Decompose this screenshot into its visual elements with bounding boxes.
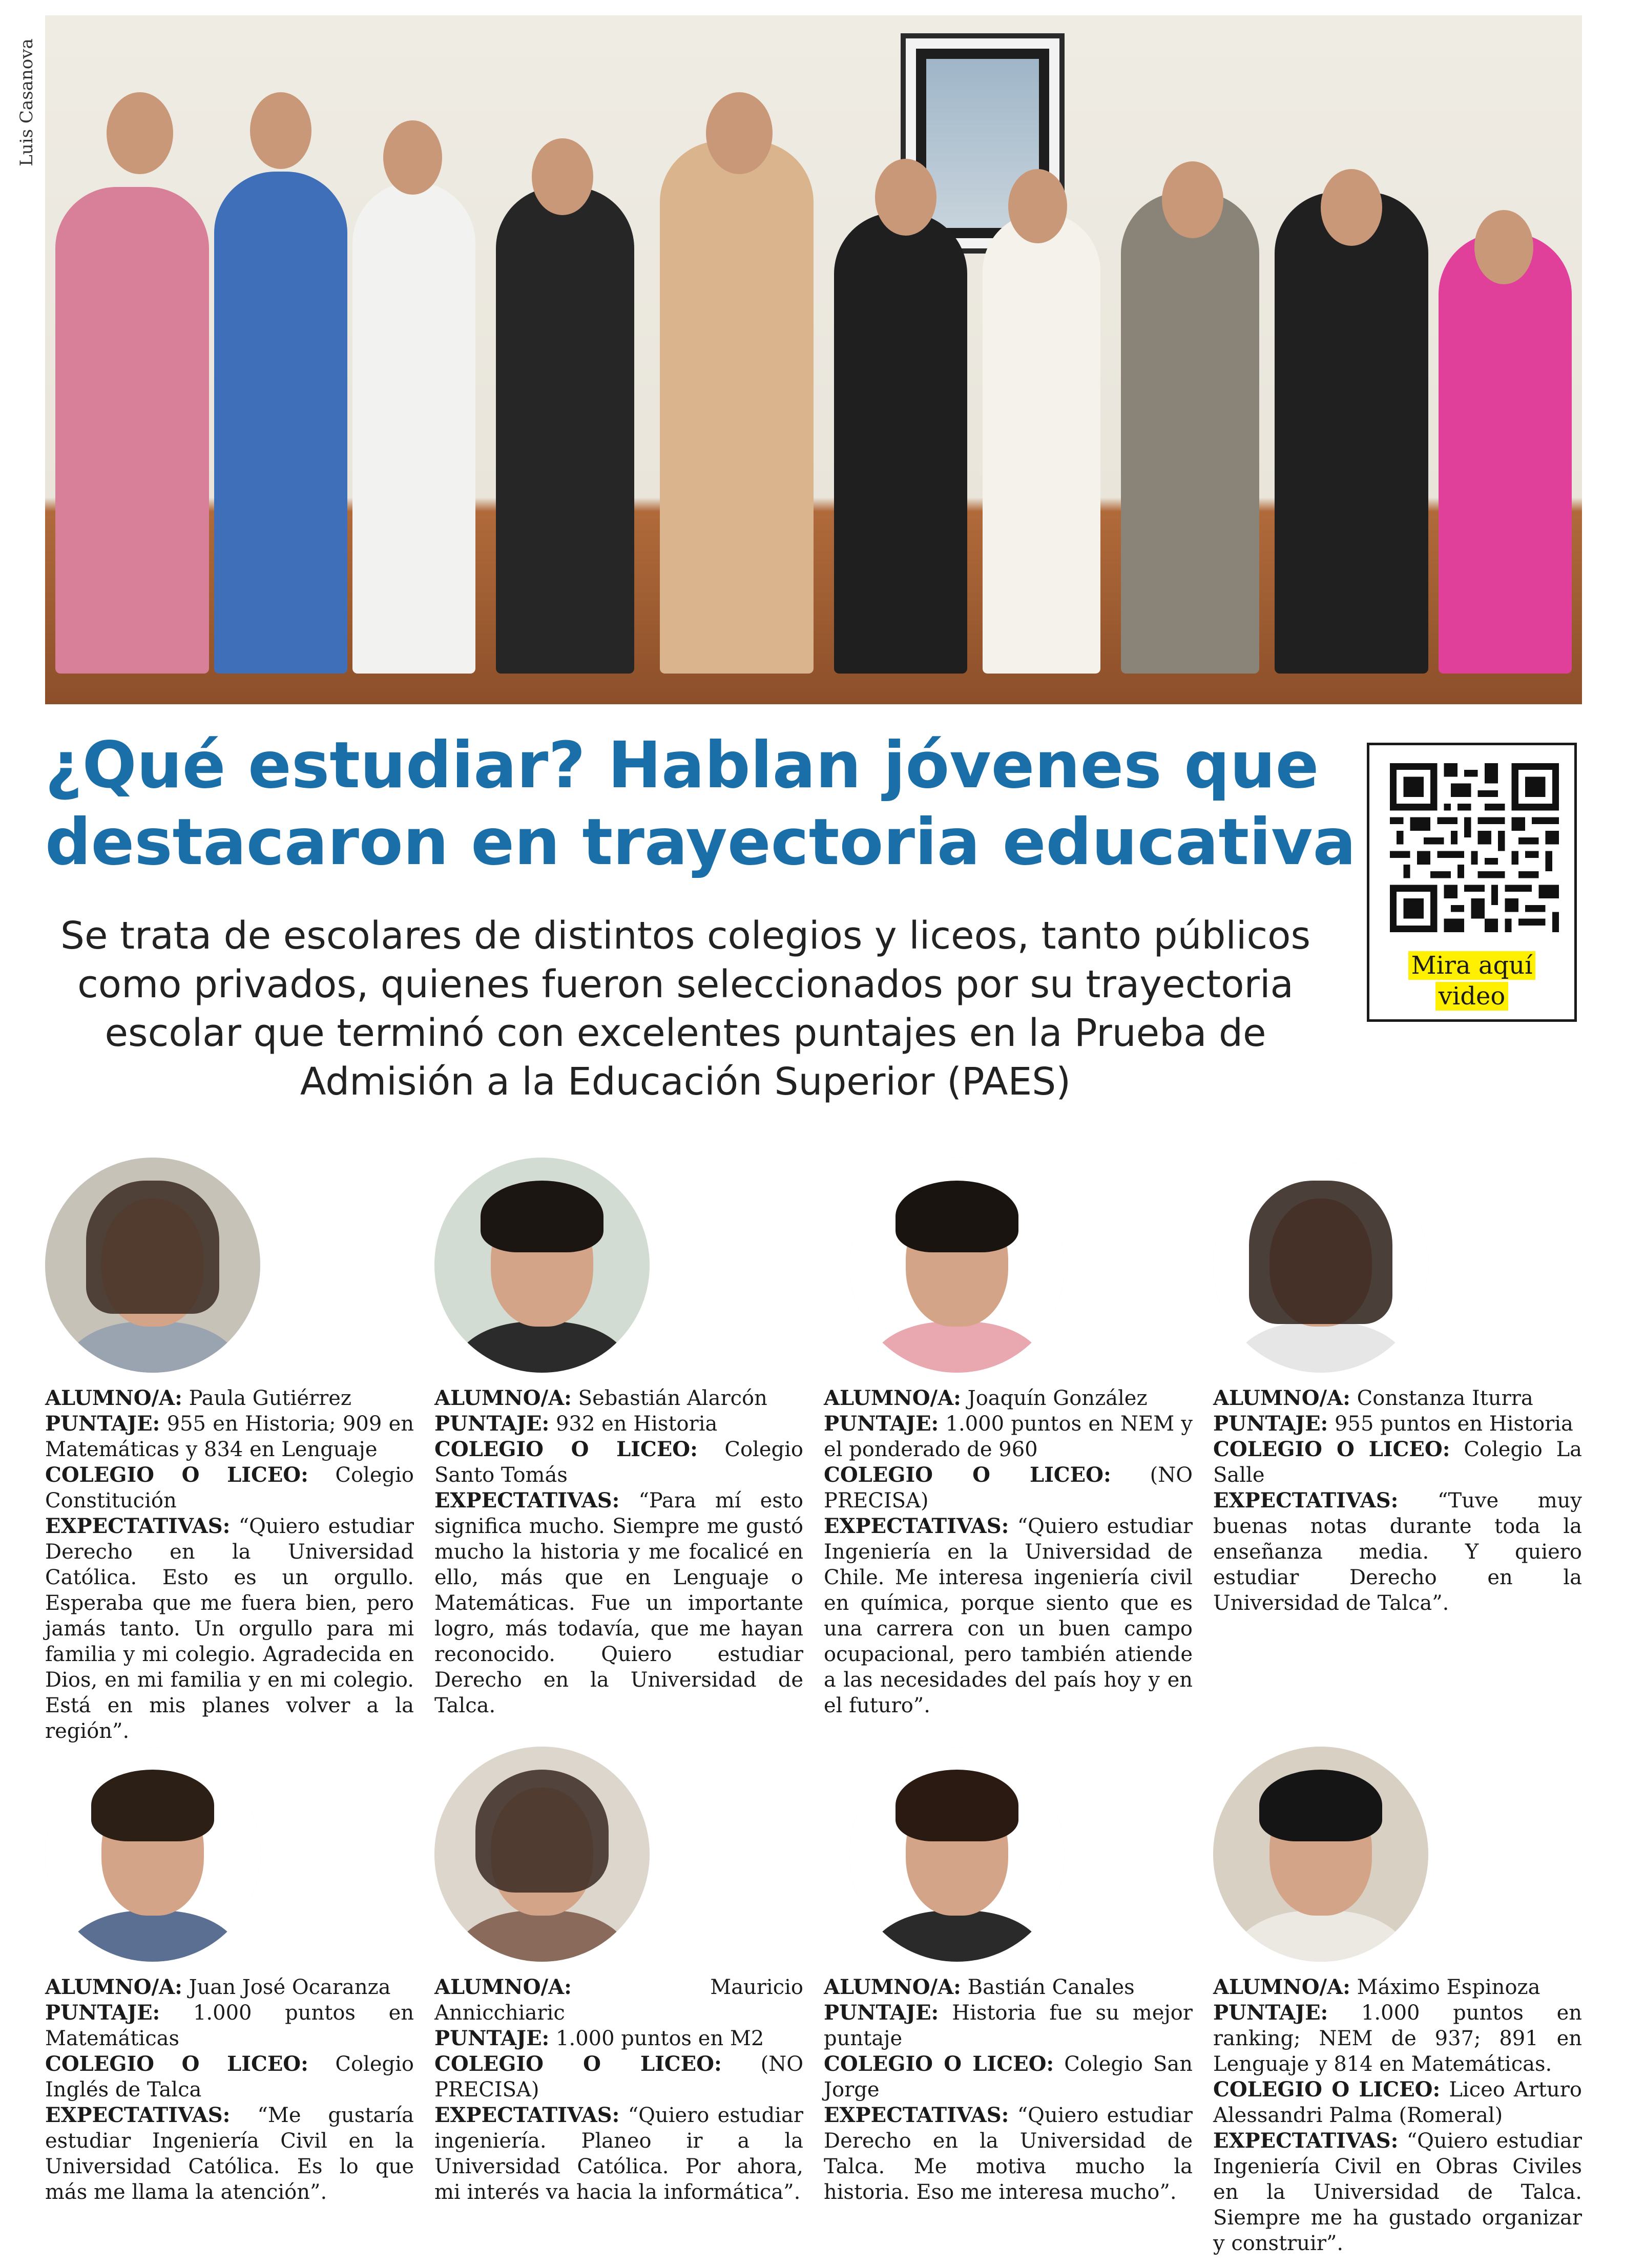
student-portrait [434, 1747, 650, 1962]
student-school: Colegio Constitución [45, 1463, 414, 1513]
label-student: ALUMNO/A: [1213, 1386, 1350, 1410]
student-school: Liceo Arturo Alessandri Palma (Romeral) [1213, 2078, 1582, 2127]
label-expectations: EXPECTATIVAS: [1213, 2129, 1399, 2153]
group-photo [45, 15, 1582, 704]
profile-text [824, 1385, 1193, 1718]
student-portrait [849, 1747, 1065, 1962]
qr-code-icon[interactable] [1390, 763, 1559, 932]
student-head [1474, 210, 1533, 284]
student-score: 932 en Historia [556, 1412, 718, 1436]
student-expectations: “Para mí esto significa mucho. Siempre me gustó mucho la historia y me focalicé en ello, más que en Lenguaje o Matemáticas. Fue un importante logro, más todavía, que me hayan reconocido. Quiero estudiar Derecho en la Universidad de Talca. [434, 1489, 803, 1717]
label-expectations: EXPECTATIVAS: [45, 1514, 231, 1538]
student-school: (NO PRECISA) [434, 2052, 803, 2102]
label-score: PUNTAJE: [1213, 1412, 1328, 1436]
student-head [1321, 169, 1382, 246]
label-student: ALUMNO/A: [45, 1975, 182, 1999]
student-name: Juan José Ocaranza [189, 1976, 391, 1999]
label-expectations: EXPECTATIVAS: [434, 2103, 620, 2127]
student-school: Colegio La Salle [1213, 1438, 1582, 1487]
profile-text [434, 1975, 803, 2205]
qr-caption[interactable] [1369, 950, 1574, 1012]
label-school: COLEGIO O LICEO: [824, 2052, 1054, 2076]
label-school: COLEGIO O LICEO: [824, 1463, 1111, 1487]
student-expectations: “Quiero estudiar Derecho en la Universidad de Talca. Me motiva mucho la historia. Eso me interesa mucho”. [824, 2104, 1193, 2204]
student-name: Bastián Canales [967, 1976, 1135, 1999]
label-score: PUNTAJE: [824, 2001, 939, 2025]
headline: ¿Qué estudiar? Hablan jóvenes que destacaron en trayectoria educativa [45, 728, 1356, 879]
student-figure [55, 187, 209, 674]
label-score: PUNTAJE: [434, 1412, 550, 1436]
label-student: ALUMNO/A: [45, 1386, 182, 1410]
student-school: Colegio Santo Tomás [434, 1438, 803, 1487]
label-expectations: EXPECTATIVAS: [824, 2103, 1009, 2127]
student-figure [496, 187, 634, 674]
profile-text [45, 1975, 414, 2205]
student-head [1162, 161, 1223, 238]
label-school: COLEGIO O LICEO: [434, 2052, 722, 2076]
label-score: PUNTAJE: [434, 2026, 550, 2050]
student-head [107, 92, 173, 174]
student-portrait [45, 1747, 260, 1962]
student-score: 1.000 puntos en Matemáticas [45, 2001, 414, 2050]
student-portrait [1213, 1158, 1428, 1373]
qr-caption-line2[interactable]: video [1435, 982, 1509, 1011]
student-score: Historia fue su mejor puntaje [824, 2001, 1193, 2050]
student-expectations: “Quiero estudiar Ingeniería en la Universidad de Chile. Me interesa ingeniería civil en química, porque siento que es una carrera con un buen campo ocupacional, pero también atiende a las necesidades del país hoy y en el futuro”. [824, 1515, 1193, 1717]
student-portrait [1213, 1747, 1428, 1962]
label-score: PUNTAJE: [824, 1412, 939, 1436]
student-head [383, 120, 442, 195]
student-figure [660, 141, 814, 674]
student-portrait [849, 1158, 1065, 1373]
student-figure [1439, 233, 1572, 674]
profile-text [1213, 1385, 1582, 1616]
student-score: 1.000 puntos en M2 [556, 2027, 764, 2050]
student-figure [1275, 192, 1428, 674]
label-school: COLEGIO O LICEO: [45, 2052, 308, 2076]
student-name: Paula Gutiérrez [189, 1387, 351, 1410]
student-figure [983, 213, 1100, 674]
student-name: Máximo Espinoza [1357, 1976, 1540, 1999]
video-qr-box[interactable] [1367, 743, 1577, 1022]
label-school: COLEGIO O LICEO: [45, 1463, 308, 1487]
label-student: ALUMNO/A: [824, 1975, 961, 1999]
student-head [532, 138, 593, 215]
label-expectations: EXPECTATIVAS: [434, 1488, 620, 1513]
student-figure [214, 172, 347, 674]
label-score: PUNTAJE: [45, 2001, 160, 2025]
student-expectations: “Quiero estudiar Ingeniería Civil en Obras Civiles en la Universidad de Talca. Siempre me ha gustado organizar y construir”. [1213, 2129, 1582, 2255]
student-score: 1.000 puntos en ranking; NEM de 937; 891 en Lenguaje y 814 en Matemáticas. [1213, 2001, 1582, 2076]
label-expectations: EXPECTATIVAS: [1213, 1488, 1399, 1513]
label-expectations: EXPECTATIVAS: [45, 2103, 231, 2127]
photo-credit [11, 36, 42, 169]
label-student: ALUMNO/A: [824, 1386, 961, 1410]
student-score: 1.000 puntos en NEM y el ponderado de 960 [824, 1412, 1193, 1461]
student-school: Colegio San Jorge [824, 2052, 1193, 2102]
student-name: Mauricio Annicchiaric [434, 1976, 803, 2025]
student-expectations: “Quiero estudiar Derecho en la Universidad Católica. Esto es un orgullo. Esperaba que me fuera bien, pero jamás tanto. Un orgullo para mi familia y mi colegio. Agradecida en Dios, en mi familia y en mi colegio. Está en mis planes volver a la región”. [45, 1515, 414, 1743]
student-school: (NO PRECISA) [824, 1463, 1193, 1513]
student-school: Colegio Inglés de Talca [45, 2052, 414, 2102]
student-head [1008, 169, 1067, 243]
deck-subtitle: Se trata de escolares de distintos colegios y liceos, tanto públicos como privados, quienes fueron seleccionados por su trayectoria escolar que terminó con excelentes puntajes en la Prueba de Admisión a la Educación Superior (PAES) [60, 914, 1310, 1104]
profile-text [824, 1975, 1193, 2205]
student-name: Joaquín González [967, 1387, 1148, 1410]
label-score: PUNTAJE: [45, 1412, 160, 1436]
student-head [875, 159, 936, 236]
student-profiles [45, 1158, 1602, 2255]
student-score: 955 en Historia; 909 en Matemáticas y 834 en Lenguaje [45, 1412, 414, 1461]
student-name: Sebastián Alarcón [578, 1387, 767, 1410]
student-portrait [434, 1158, 650, 1373]
label-student: ALUMNO/A: [1213, 1975, 1350, 1999]
photo-credit-text: Luis Casanova [16, 38, 37, 166]
label-score: PUNTAJE: [1213, 2001, 1328, 2025]
label-school: COLEGIO O LICEO: [1213, 2077, 1441, 2102]
profile-text [434, 1385, 803, 1718]
student-expectations: “Me gustaría estudiar Ingeniería Civil en la Universidad Católica. Es lo que más me llama la atención”. [45, 2104, 414, 2204]
label-school: COLEGIO O LICEO: [1213, 1437, 1450, 1461]
label-student: ALUMNO/A: [434, 1386, 572, 1410]
student-expectations: “Quiero estudiar ingeniería. Planeo ir a la Universidad Católica. Por ahora, mi interés va hacia la informática”. [434, 2104, 803, 2204]
student-head [706, 92, 773, 174]
profile-text [1213, 1975, 1582, 2256]
student-figure [352, 182, 475, 674]
student-expectations: “Tuve muy buenas notas durante toda la enseñanza media. Y quiero estudiar Derecho en la Universidad de Talca”. [1213, 1489, 1582, 1615]
label-student: ALUMNO/A: [434, 1975, 572, 1999]
student-portrait [45, 1158, 260, 1373]
student-name: Constanza Iturra [1357, 1387, 1533, 1410]
student-figure [834, 213, 967, 674]
profile-text [45, 1385, 414, 1744]
label-school: COLEGIO O LICEO: [434, 1437, 698, 1461]
student-figure [1121, 192, 1259, 674]
label-expectations: EXPECTATIVAS: [824, 1514, 1009, 1538]
student-head [250, 92, 311, 169]
qr-caption-line1[interactable]: Mira aquí [1408, 951, 1536, 980]
student-score: 955 puntos en Historia [1335, 1412, 1573, 1436]
